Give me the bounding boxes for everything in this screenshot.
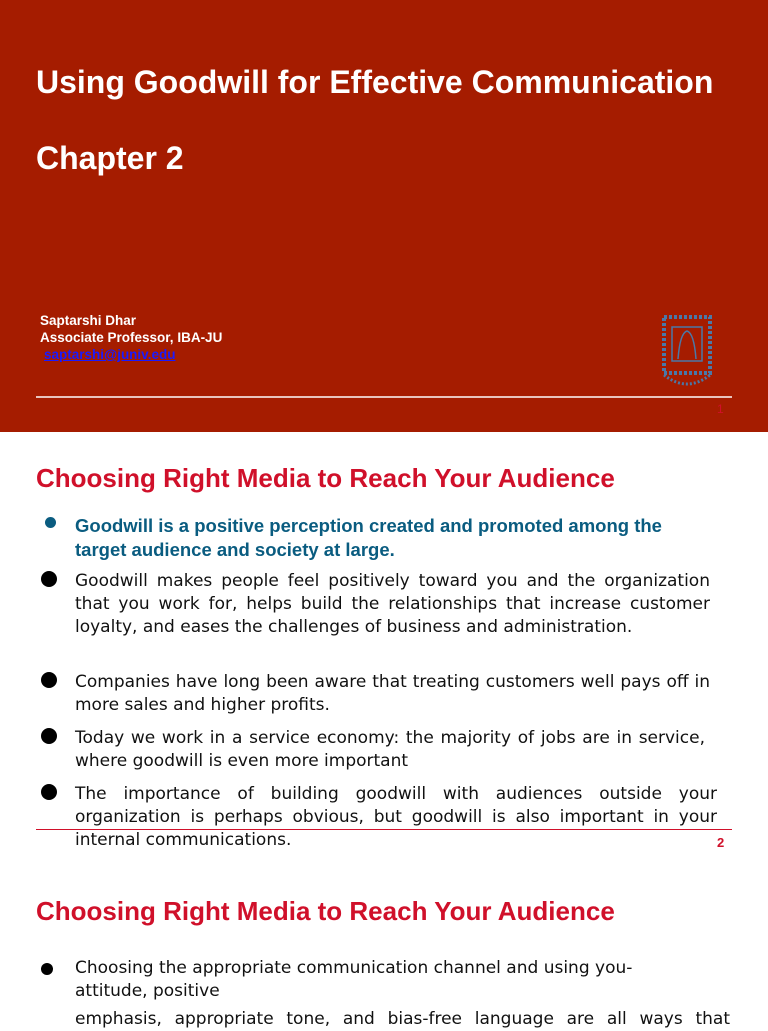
chapter-label: Chapter 2 <box>36 140 184 176</box>
bullet-text: The importance of building goodwill with audiences outside your organization is perhaps obvious, but goodwill is also important in your internal communications. <box>75 784 717 850</box>
bullet-icon <box>41 784 57 800</box>
author-role: Associate Professor, IBA-JU <box>40 330 223 345</box>
bullet-icon <box>41 672 57 688</box>
bullet-icon <box>41 963 53 975</box>
bullet-text: Today we work in a service economy: the majority of jobs are in service, where goodwill is even more important <box>75 728 705 771</box>
bullet-icon <box>41 728 57 744</box>
bullet-text: Choosing the appropriate communication channel and using you-attitude, positive <box>75 958 633 1001</box>
slide-title: Choosing Right Media to Reach Your Audience <box>36 463 615 493</box>
bullet-icon <box>41 571 57 587</box>
bullet-text: Goodwill is a positive perception created and promoted among the target audience and society at large. <box>75 515 662 560</box>
presentation-title: Using Goodwill for Effective Communication <box>36 64 714 100</box>
author-email-link[interactable]: saptarshi@juniv.edu <box>44 347 176 362</box>
page-number: 1 <box>717 402 724 416</box>
university-logo-icon <box>656 313 718 390</box>
title-slide <box>0 0 768 432</box>
divider <box>36 396 732 398</box>
divider <box>36 829 732 830</box>
author-name: Saptarshi Dhar <box>40 313 137 328</box>
bullet-icon <box>45 517 56 528</box>
page-number: 2 <box>717 835 725 850</box>
bullet-text: Goodwill makes people feel positively toward you and the organization that you work for, helps build the relationships that increase customer loyalty, and eases the challenges of business and administration. <box>75 571 710 637</box>
bullet-text: emphasis, appropriate tone, and bias-free language are all ways that <box>75 1009 730 1029</box>
slide-title: Choosing Right Media to Reach Your Audience <box>36 896 615 926</box>
author-block <box>40 312 222 363</box>
bullet-text: Companies have long been aware that treating customers well pays off in more sales and higher profits. <box>75 672 710 715</box>
